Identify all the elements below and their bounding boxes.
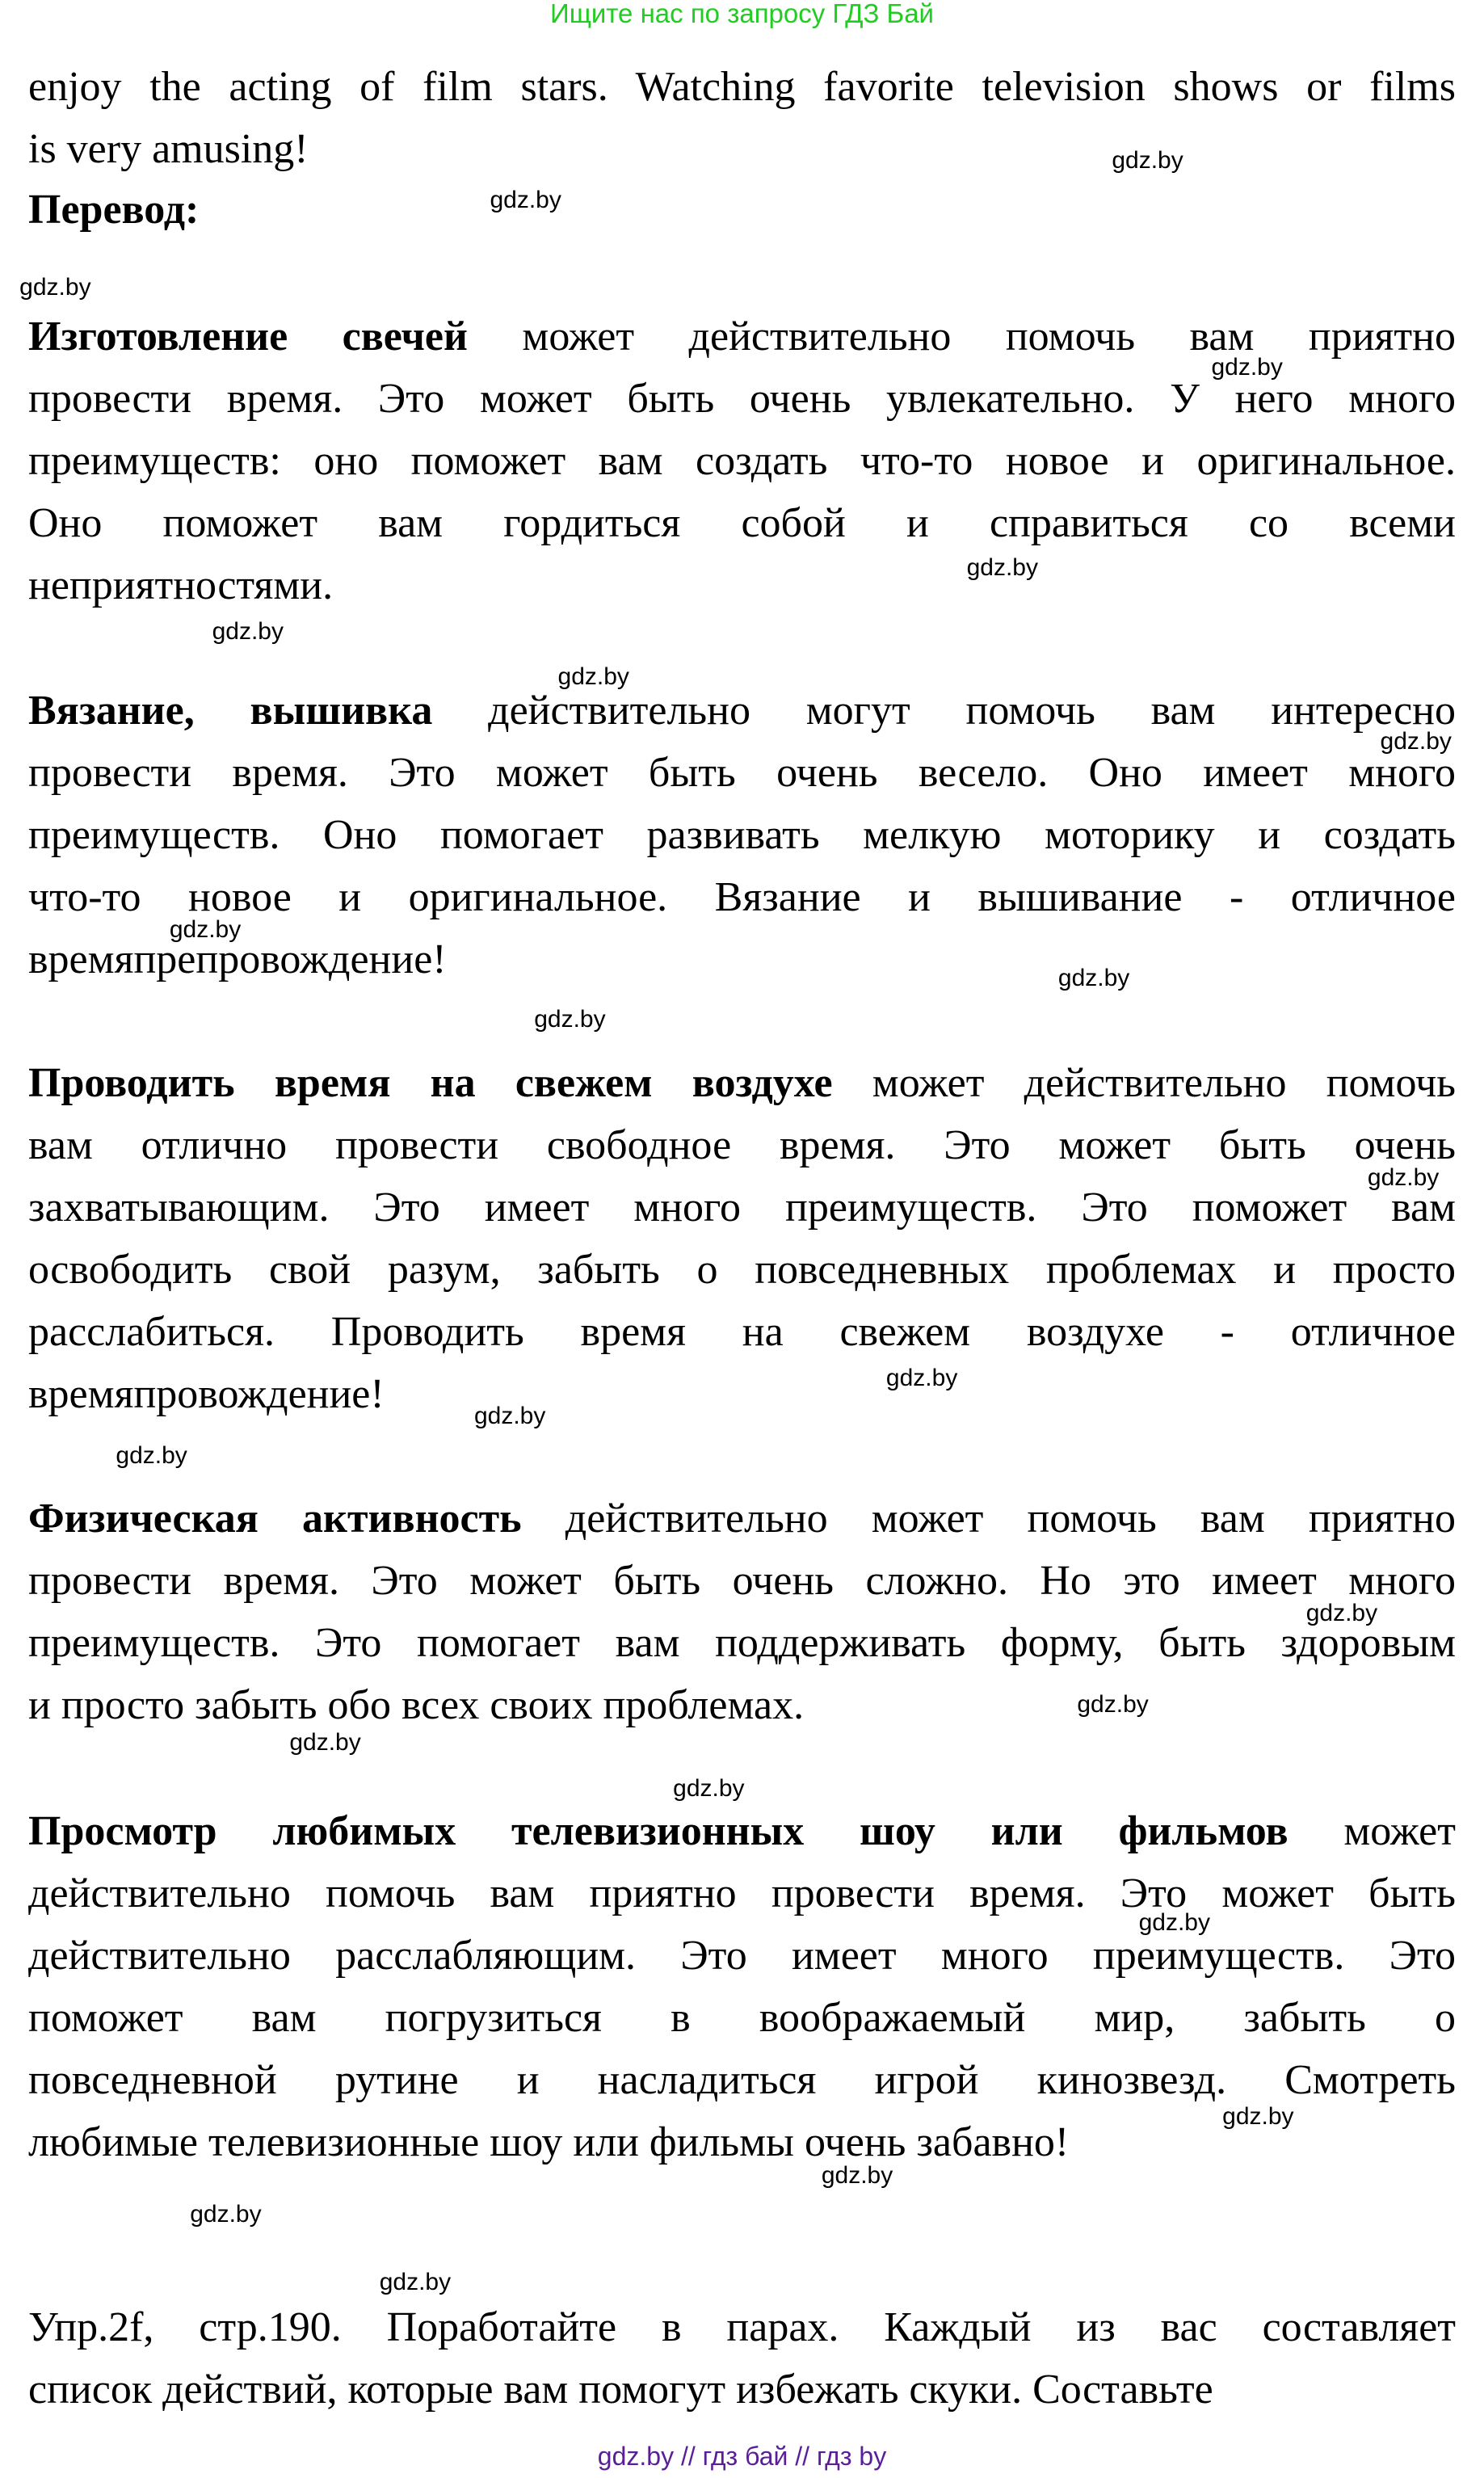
watermark-text: gdz.by <box>1222 2103 1294 2131</box>
line-text: Оно поможет вам гордиться собой и справиться со всеми <box>28 499 1456 546</box>
footer-links[interactable]: gdz.by // гдз бай // гдз by <box>597 2442 887 2472</box>
text-line <box>28 118 1456 180</box>
text-line <box>28 679 1456 742</box>
line-text: может <box>1288 1808 1456 1855</box>
line-text: может действительно помочь вам приятно <box>467 313 1456 360</box>
line-text: освободить свой разум, забыть о повседневных проблемах и просто <box>28 1246 1456 1293</box>
line-text: is very amusing! <box>28 125 309 172</box>
text-line <box>28 1674 1456 1736</box>
watermark-text: gdz.by <box>116 1441 187 1469</box>
watermark-text: gdz.by <box>1367 1163 1440 1191</box>
line-text: enjoy the acting of film stars. Watching favorite television shows or films <box>28 63 1456 110</box>
watermark-text: gdz.by <box>1057 965 1130 992</box>
line-text: Упр.2f, стр.190. Поработайте в парах. Каждый из вас составляет <box>28 2303 1456 2350</box>
watermark-text: gdz.by <box>1211 354 1283 381</box>
watermark-text: gdz.by <box>1112 147 1183 175</box>
search-banner[interactable]: Ищите нас по запросу ГДЗ Бай <box>550 0 934 28</box>
text-line <box>28 1363 1456 1425</box>
watermark-text: gdz.by <box>534 1006 606 1033</box>
line-text: действительно может помочь вам приятно <box>521 1496 1456 1542</box>
line-text: расслабиться. Проводить время на свежем воздухе - отличное <box>28 1308 1456 1355</box>
bold-title: Физическая активность <box>28 1496 522 1542</box>
watermark-text: gdz.by <box>1077 1691 1149 1719</box>
text-line <box>28 1987 1456 2049</box>
text-line <box>28 1862 1456 1925</box>
line-text: вам отлично провести свободное время. Это может быть очень <box>28 1121 1456 1168</box>
watermark-text: gdz.by <box>673 1774 745 1802</box>
line-text: времяпровождение! <box>28 1370 385 1417</box>
watermark-text: gdz.by <box>379 2269 452 2296</box>
watermark-text: gdz.by <box>19 273 91 301</box>
watermark-text: gdz.by <box>212 617 284 645</box>
text-line <box>28 554 1456 616</box>
text-line <box>28 492 1456 554</box>
text-line <box>28 866 1456 928</box>
line-text: действительно могут помочь вам интересно <box>432 687 1457 734</box>
bold-title: Перевод: <box>28 187 200 233</box>
watermark-text: gdz.by <box>473 1402 546 1429</box>
bold-title: Изготовление свечей <box>28 313 468 360</box>
watermark-text: gdz.by <box>557 663 629 691</box>
watermark-text: gdz.by <box>289 1729 361 1756</box>
text-line <box>28 1052 1456 1114</box>
text-line <box>28 928 1456 991</box>
text-line <box>28 1800 1456 1862</box>
text-line <box>28 1487 1456 1550</box>
line-text: что-то новое и оригинальное. Вязание и вышивание - отличное <box>28 873 1456 920</box>
watermark-text: gdz.by <box>1305 1599 1378 1626</box>
line-text: провести время. Это может быть очень увлекательно. У него много <box>28 375 1456 422</box>
watermark-text: gdz.by <box>1138 1908 1210 1936</box>
watermark-text: gdz.by <box>190 2201 262 2228</box>
text-line <box>28 1550 1456 1612</box>
text-line <box>28 2358 1456 2421</box>
line-text: и просто забыть обо всех своих проблемах. <box>28 1682 805 1729</box>
text-line <box>28 56 1456 118</box>
watermark-text: gdz.by <box>1380 728 1452 755</box>
text-line <box>28 804 1456 866</box>
line-text: времяпрепровождение! <box>28 936 447 982</box>
line-text: поможет вам погрузиться в воображаемый мир, забыть о <box>28 1995 1456 2042</box>
line-text: действительно помочь вам приятно провести время. Это может быть <box>28 1870 1456 1917</box>
watermark-text: gdz.by <box>490 187 561 214</box>
text-line <box>28 1114 1456 1176</box>
watermark-text: gdz.by <box>966 554 1038 582</box>
text-line <box>28 1925 1456 1987</box>
line-text: неприятностями. <box>28 562 334 608</box>
text-line <box>28 1176 1456 1239</box>
bold-title: Вязание, вышивка <box>28 687 433 734</box>
text-line <box>28 2049 1456 2111</box>
line-text: список действий, которые вам помогут избежать скуки. Составьте <box>28 2366 1213 2413</box>
bold-title: Просмотр любимых телевизионных шоу или фильмов <box>28 1808 1289 1855</box>
line-text: действительно расслабляющим. Это имеет много преимуществ. Это <box>28 1933 1456 1979</box>
text-line <box>28 2296 1456 2358</box>
text-line <box>28 742 1456 804</box>
text-line <box>28 179 1456 241</box>
bold-title: Проводить время на свежем воздухе <box>28 1059 833 1106</box>
line-text: может действительно помочь <box>832 1059 1456 1106</box>
text-line <box>28 1239 1456 1301</box>
line-text: преимуществ. Это помогает вам поддерживать форму, быть здоровым <box>28 1620 1456 1667</box>
watermark-text: gdz.by <box>169 915 242 943</box>
line-text: провести время. Это может быть очень весело. Оно имеет много <box>28 749 1456 796</box>
text-line <box>28 1301 1456 1363</box>
text-line <box>28 1612 1456 1674</box>
line-text: повседневной рутине и насладиться игрой кинозвезд. Смотреть <box>28 2057 1456 2104</box>
line-text: провести время. Это может быть очень сложно. Но это имеет много <box>28 1558 1456 1605</box>
watermark-text: gdz.by <box>821 2161 893 2189</box>
line-text: любимые телевизионные шоу или фильмы очень забавно! <box>28 2119 1070 2166</box>
line-text: преимуществ: оно поможет вам создать что-то новое и оригинальное. <box>28 437 1456 484</box>
line-text: захватывающим. Это имеет много преимуществ. Это поможет вам <box>28 1184 1456 1231</box>
line-text: преимуществ. Оно помогает развивать мелкую моторику и создать <box>28 811 1456 858</box>
text-line <box>28 430 1456 492</box>
watermark-text: gdz.by <box>885 1364 958 1391</box>
